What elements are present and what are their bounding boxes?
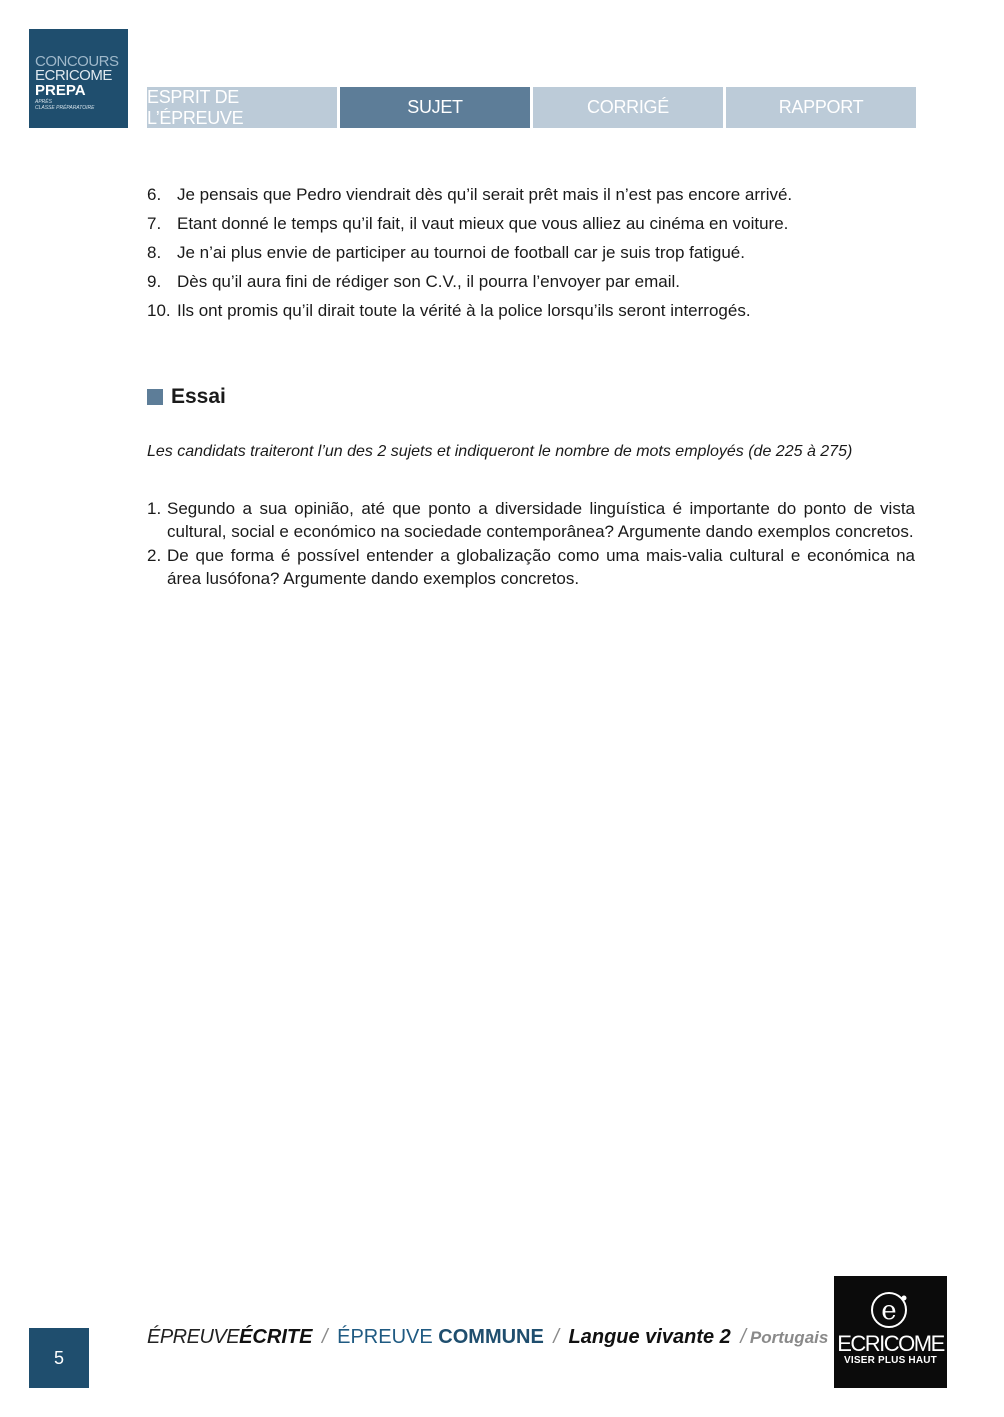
item-text: Je pensais que Pedro viendrait dès qu’il serait prêt mais il n’est pas encore arrivé. (177, 185, 793, 204)
ecricome-logo-name: ECRICOME (837, 1331, 944, 1356)
logo-line-apres: APRÈS (35, 99, 52, 105)
item-text: Segundo a sua opinião, até que ponto a diversidade linguística é importante do ponto de vista cultural, social e económico na sociedade contemporânea? Argumente dando exemplos concretos. (167, 499, 915, 541)
footer-commune: COMMUNE (438, 1326, 544, 1348)
logo-line-prepa: PREPA (35, 82, 86, 99)
footer-langue: Langue vivante 2 (568, 1326, 731, 1348)
list-item (147, 238, 915, 267)
footer-title (147, 1326, 828, 1349)
item-number: 1. (147, 499, 162, 518)
footer-slash: / (322, 1326, 328, 1348)
footer-epreuve: ÉPREUVE (147, 1326, 240, 1348)
item-text: Dès qu’il aura fini de rédiger son C.V., il pourra l’envoyer par email. (177, 272, 681, 291)
list-item (147, 180, 915, 209)
item-number: 2. (147, 546, 162, 565)
essay-topics (147, 497, 915, 590)
item-number: 10. (147, 301, 171, 320)
item-number: 6. (147, 185, 162, 204)
tab-rapport[interactable]: RAPPORT (726, 87, 916, 128)
list-item (147, 296, 915, 325)
tab-esprit[interactable]: ESPRIT DE L’ÉPREUVE (147, 87, 337, 128)
essay-instruction: Les candidats traiteront l’un des 2 sujets et indiqueront le nombre de mots employés (de 225 à 275) (147, 443, 853, 460)
item-text: De que forma é possível entender a globalização como uma mais-valia cultural e económica na área lusófona? Argumente dando exemplos concretos. (167, 546, 915, 588)
item-number: 8. (147, 243, 162, 262)
item-text: Etant donné le temps qu’il fait, il vaut mieux que vous alliez au cinéma en voiture. (177, 214, 789, 233)
svg-text:e: e (880, 1296, 897, 1326)
ecricome-logo (834, 1276, 947, 1388)
page-content (147, 180, 915, 591)
item-number: 9. (147, 272, 162, 291)
essay-heading-text: Essai (171, 385, 226, 408)
logo-line-concours: CONCOURS (35, 53, 119, 70)
tab-sujet[interactable]: SUJET (340, 87, 530, 128)
page-number: 5 (29, 1328, 89, 1388)
section-tabs (147, 87, 916, 128)
tab-corrige[interactable]: CORRIGÉ (533, 87, 723, 128)
essay-heading (147, 385, 915, 409)
item-text: Ils ont promis qu’il dirait toute la vérité à la police lorsqu’ils seront interrogés. (177, 301, 751, 320)
list-item (147, 267, 915, 296)
ecricome-e-icon (867, 1290, 915, 1330)
item-number: 7. (147, 214, 162, 233)
item-text: Je n’ai plus envie de participer au tournoi de football car je suis trop fatigué. (177, 243, 745, 262)
list-item (147, 544, 915, 590)
square-bullet-icon (147, 389, 163, 405)
list-item (147, 209, 915, 238)
translation-sentences (147, 180, 915, 325)
footer-epreuve2: ÉPREUVE (337, 1326, 433, 1348)
footer-slash: / (740, 1326, 746, 1348)
concours-prepa-logo (29, 29, 128, 128)
logo-line-classe: CLASSE PRÉPARATOIRE (35, 105, 95, 111)
logo-line-ecricome: ECRICOME (35, 67, 112, 84)
footer-slash: / (553, 1326, 559, 1348)
list-item (147, 497, 915, 543)
footer-portugais: Portugais (749, 1328, 829, 1347)
ecricome-logo-tagline: VISER PLUS HAUT (843, 1355, 937, 1366)
footer-ecrite: ÉCRITE (239, 1326, 313, 1348)
